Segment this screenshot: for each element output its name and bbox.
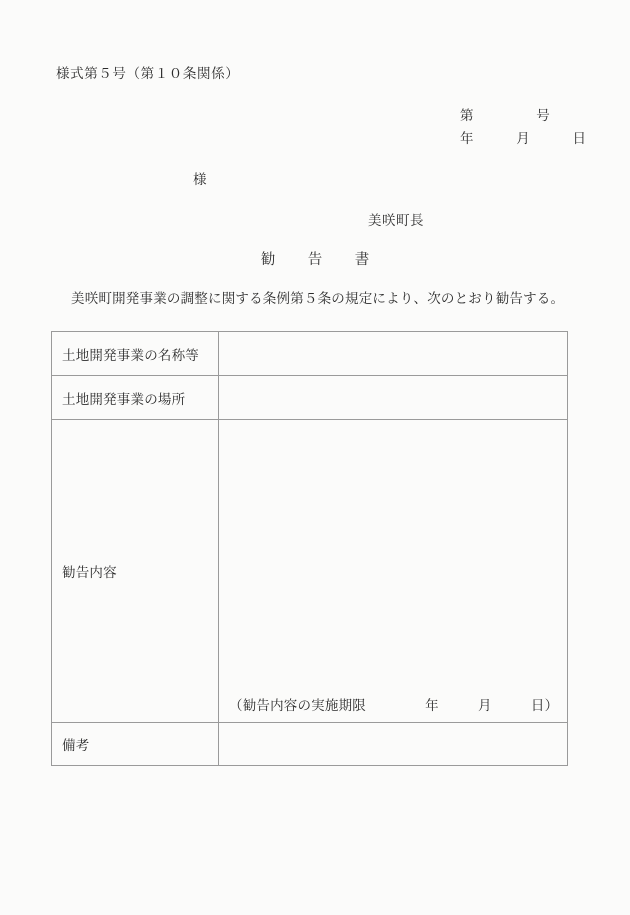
- row-value-project-name[interactable]: [219, 332, 568, 376]
- document-title: 勧 告 書: [260, 252, 379, 268]
- row-value-remarks[interactable]: [219, 723, 568, 766]
- document-number-unit: 号: [536, 108, 550, 123]
- document-date-line: [460, 127, 586, 150]
- implementation-deadline-line: [219, 694, 567, 722]
- document-number-and-date: [460, 104, 586, 150]
- row-label-recommendation-content: 勧告内容: [52, 420, 219, 723]
- row-label-project-location: 土地開発事業の場所: [52, 376, 219, 420]
- table-row: [52, 420, 568, 723]
- date-month-label: 月: [516, 131, 530, 146]
- deadline-month-label: 月: [478, 698, 492, 713]
- row-label-project-name: 土地開発事業の名称等: [52, 332, 219, 376]
- document-number-label: 第: [460, 108, 474, 123]
- form-number: 様式第５号（第１０条関係）: [56, 66, 240, 81]
- document-number-line: [460, 104, 586, 127]
- issuer-name: 美咲町長: [368, 213, 424, 228]
- row-label-remarks: 備考: [52, 723, 219, 766]
- deadline-day-label: 日）: [530, 698, 559, 713]
- table-row: [52, 376, 568, 420]
- deadline-year-label: 年: [425, 698, 439, 713]
- row-value-project-location[interactable]: [219, 376, 568, 420]
- table-row: [52, 332, 568, 376]
- table-row: [52, 723, 568, 766]
- body-paragraph: 美咲町開発事業の調整に関する条例第５条の規定により、次のとおり勧告する。: [71, 291, 565, 306]
- addressee-honorific: 様: [193, 172, 207, 187]
- date-year-label: 年: [460, 131, 474, 146]
- date-day-label: 日: [572, 131, 586, 146]
- recommendation-table: [51, 331, 568, 766]
- deadline-prefix: （勧告内容の実施期限: [229, 698, 366, 713]
- row-value-recommendation-content[interactable]: [219, 420, 568, 723]
